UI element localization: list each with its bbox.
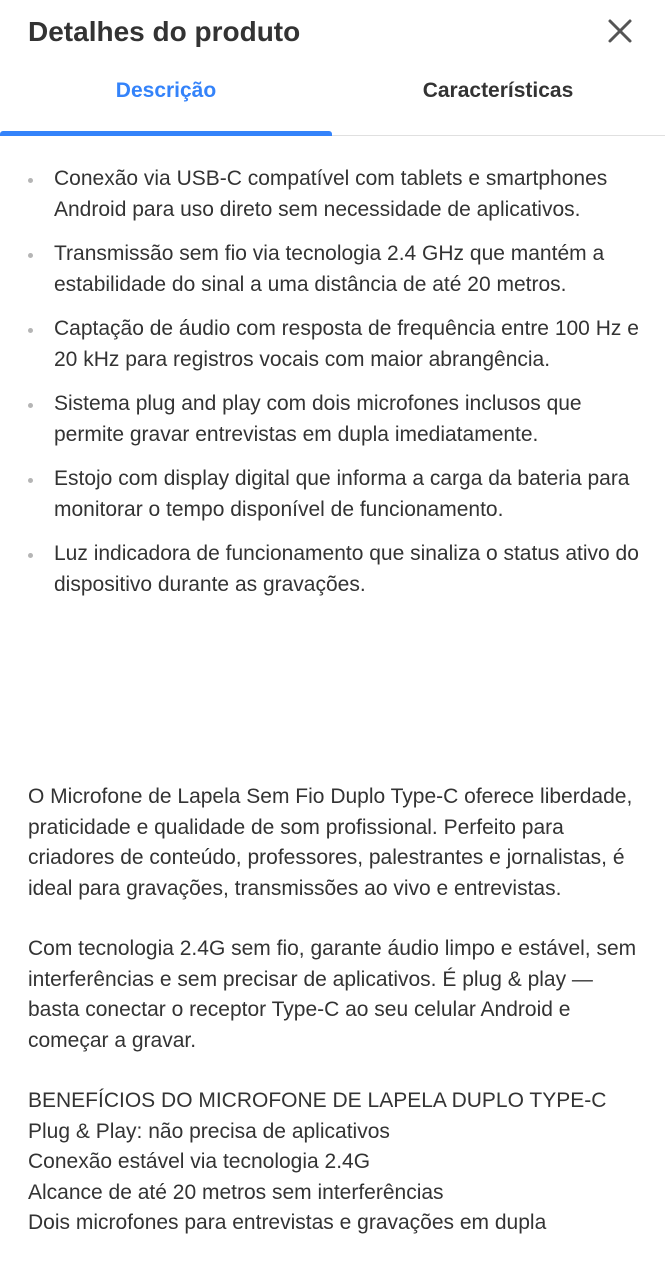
list-item-text: Estojo com display digital que informa a carga da bateria para monitorar o tempo disponível de funcionamento.: [54, 467, 630, 521]
list-item-text: Sistema plug and play com dois microfones inclusos que permite gravar entrevistas em dupla imediatamente.: [54, 392, 582, 446]
feature-list: [0, 164, 665, 614]
modal-header: [0, 0, 665, 64]
close-button[interactable]: [602, 14, 638, 50]
bullet-dot-icon: [28, 253, 33, 258]
description-paragraph: O Microfone de Lapela Sem Fio Duplo Type-C oferece liberdade, praticidade e qualidade de som profissional. Perfeito para criadores de conteúdo, professores, palestrantes e jornalistas, é ideal para gravações, transmissões ao vivo e entrevistas.: [28, 785, 633, 900]
benefits-heading: BENEFÍCIOS DO MICROFONE DE LAPELA DUPLO TYPE-C: [28, 1089, 607, 1112]
bullet-dot-icon: [28, 403, 33, 408]
page-title: Detalhes do produto: [28, 16, 301, 47]
tab-caracteristicas[interactable]: [332, 64, 664, 135]
close-icon: [602, 14, 638, 50]
list-item-text: Conexão via USB-C compatível com tablets e smartphones Android para uso direto sem necessidade de aplicativos.: [54, 167, 608, 221]
bullet-dot-icon: [28, 178, 33, 183]
benefit-item: Alcance de até 20 metros sem interferências: [28, 1180, 444, 1204]
tab-label: Características: [422, 79, 574, 102]
bullet-dot-icon: [28, 328, 33, 333]
benefit-item: Conexão estável via tecnologia 2.4G: [28, 1150, 371, 1173]
benefit-item: Dois microfones para entrevistas e gravações em dupla: [28, 1211, 547, 1234]
list-item: [0, 239, 665, 300]
bullet-dot-icon: [28, 553, 33, 558]
list-item-text: Transmissão sem fio via tecnologia 2.4 GHz que mantém a estabilidade do sinal a uma distância de até 20 metros.: [54, 242, 605, 296]
list-item: [0, 539, 665, 600]
bullet-dot-icon: [28, 478, 33, 483]
description-body: [28, 782, 648, 1239]
list-item: [0, 464, 665, 525]
list-item: [0, 314, 665, 375]
description-paragraph: Com tecnologia 2.4G sem fio, garante áudio limpo e estável, sem interferências e sem precisar de aplicativos. É plug & play — basta conectar o receptor Type-C ao seu celular Android e começar a gravar.: [28, 937, 637, 1052]
benefit-item: Plug & Play: não precisa de aplicativos: [28, 1119, 390, 1143]
list-item-text: Captação de áudio com resposta de frequência entre 100 Hz e 20 kHz para registros vocais com maior abrangência.: [54, 317, 639, 371]
tab-bar: [0, 64, 665, 136]
active-tab-indicator: [0, 131, 332, 136]
list-item: [0, 164, 665, 225]
tab-label: Descrição: [115, 79, 217, 102]
list-item: [0, 389, 665, 450]
tab-descricao[interactable]: [0, 64, 332, 135]
list-item-text: Luz indicadora de funcionamento que sinaliza o status ativo do dispositivo durante as gravações.: [54, 542, 639, 596]
